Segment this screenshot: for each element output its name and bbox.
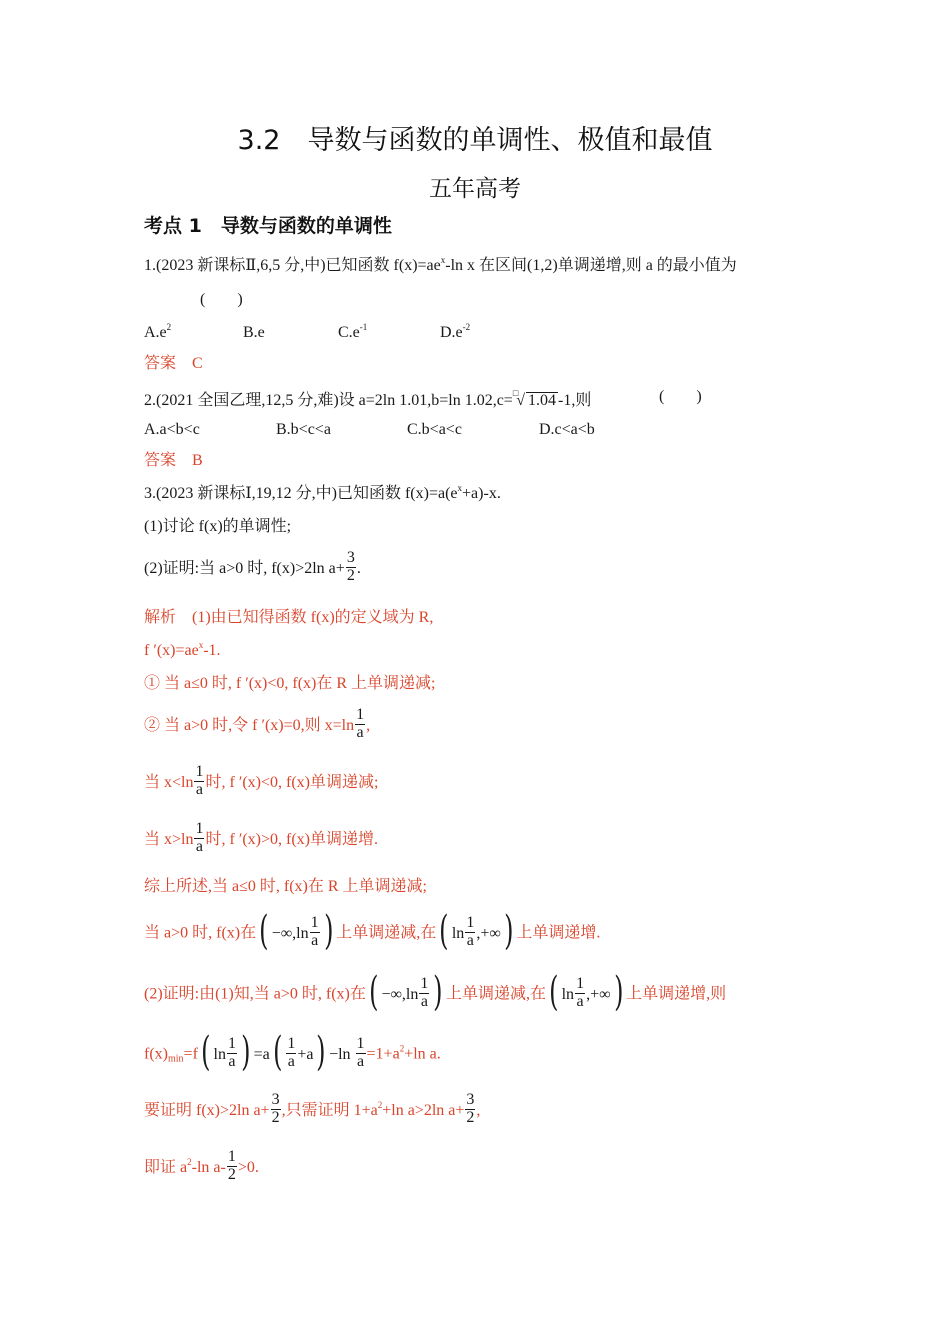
question-1-stem: 1.(2023 新课标Ⅱ,6,5 分,中)已知函数 $f(x)=ae^x-\ln$ x 在区间(1,2)单调递增,则 a 的最小值为 [144, 255, 737, 274]
solution-line-7: 综上所述,当 a≤0 时, f(x)在 R 上单调递减; [144, 878, 427, 895]
solution-line-1: 解析 (1)由已知得函数 f(x)的定义域为 R, [144, 609, 434, 626]
option-d: D.c<a<b [539, 421, 595, 438]
question-2-bracket: ( ) [659, 388, 702, 405]
option-d: $D.e^{-2}$ [440, 322, 471, 341]
option-a: $A.e^2$ [144, 322, 172, 341]
page-title: 3.2 导数与函数的单调性、极值和最值 [237, 125, 713, 156]
question-2-answer: 答案 B [144, 452, 203, 469]
option-a: A.a<b<c [144, 421, 200, 438]
question-1-answer: 答案 C [144, 355, 203, 372]
solution-line-11: 要证明 f(x)>2ln a+ $\frac{3}{2}$ ,只需证明 $1+a^2+\ln$ a>2ln a+ $\frac{3}{2}$ , [144, 1091, 481, 1126]
question-2-stem: 2.(2021 全国乙理,12,5 分,难)设 a=2ln 1.01,b=ln 1.02,c=□√ 1.04 -1,则 [144, 388, 592, 409]
question-2-options [144, 422, 595, 438]
section-heading: 考点 1 导数与函数的单调性 [144, 215, 392, 237]
fraction: $\frac{3}{2}$ [346, 549, 355, 584]
solution-line-3: ① 当 a≤0 时, f ′(x)<0, f(x)在 R 上单调递减; [144, 675, 436, 692]
question-3-part-2: (2)证明:当 a>0 时, f(x)>2ln a+ $\frac{3}{2}$ . [144, 549, 361, 584]
option-b: B.e [243, 324, 265, 341]
solution-line-9: (2)证明:由(1)知,当 a>0 时, f(x)在( −∞,ln $\frac{1}{a}$ ) 上单调递减,在( ln $\frac{1}{a}$ ,+∞) 上单调递增,则 [144, 969, 727, 1015]
question-3-stem: 3.(2023 新课标Ⅰ,19,12 分,中)已知函数 $f(x)=a(e^x+a)-x$. [144, 483, 501, 502]
question-1-options [144, 322, 471, 341]
question-3-part-1: (1)讨论 f(x)的单调性; [144, 518, 292, 535]
solution-line-6: 当 x>ln $\frac{1}{a}$ 时, f ′(x)>0, f(x)单调递增. [144, 820, 378, 855]
solution-line-2: f $'(x)=ae^x-1$. [144, 640, 221, 659]
question-1-bracket: ( ) [200, 291, 243, 308]
option-c: C.b<a<c [407, 421, 462, 438]
solution-line-12: 即证 $a^2-\ln$ a- $\frac{1}{2}$ >0. [144, 1148, 259, 1183]
solution-line-5: 当 x<ln $\frac{1}{a}$ 时, f ′(x)<0, f(x)单调递减; [144, 763, 379, 798]
option-c: $C.e^{-1}$ [338, 322, 368, 341]
solution-line-8: 当 a>0 时, f(x)在( −∞,ln $\frac{1}{a}$ ) 上单调递减,在( ln $\frac{1}{a}$ ,+∞) 上单调递增. [144, 908, 601, 954]
solution-line-4: ② 当 a>0 时,令 f ′(x)=0,则 x=ln $\frac{1}{a}$ , [144, 706, 371, 741]
solution-line-10: $f(x)_{min}=f$( ln $\frac{1}{a}$ ) =a( $\frac{1}{a}$ +a) −ln $\frac{1}{a}$ $=1+a^2+\ln$ a. [144, 1029, 441, 1075]
page-subtitle: 五年高考 [429, 176, 521, 202]
option-b: B.b<c<a [276, 421, 331, 438]
